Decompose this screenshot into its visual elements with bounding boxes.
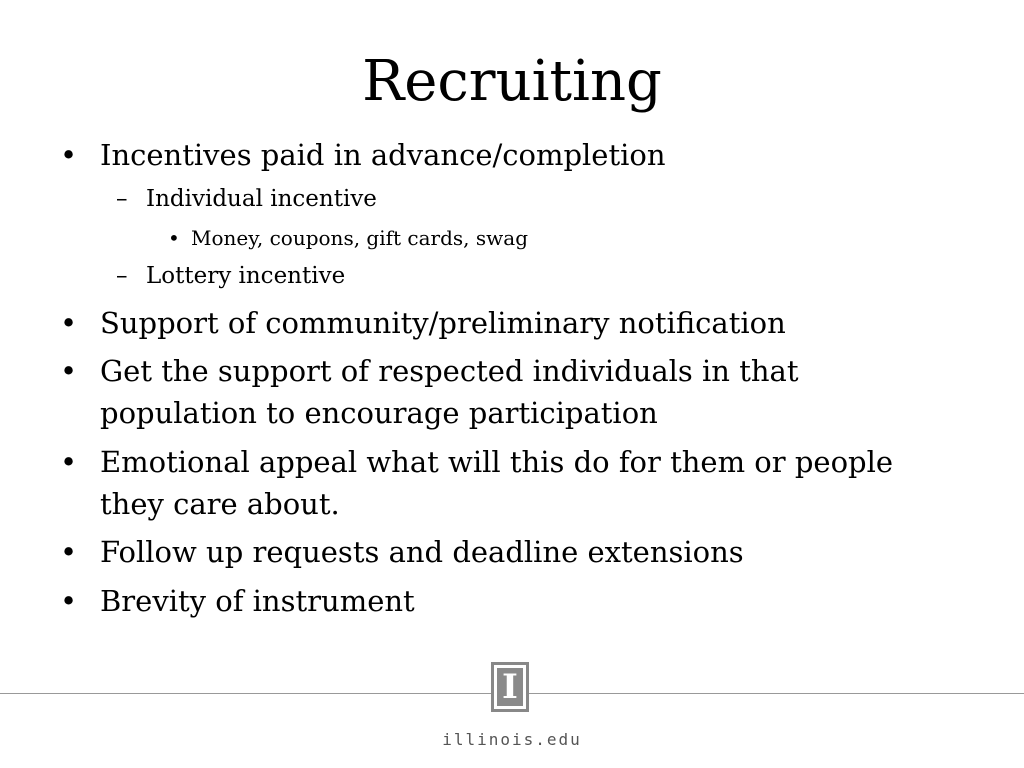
bullet-marker: • (60, 138, 78, 172)
bullet-marker: • (60, 535, 78, 569)
bullet-marker: • (60, 584, 78, 618)
bullet-text: Get the support of respected individuals in that (100, 354, 799, 388)
bullet-marker: • (60, 306, 78, 340)
bullet-text: Support of community/preliminary notification (100, 306, 786, 340)
bullet-text: Emotional appeal what will this do for them or people (100, 445, 894, 479)
bullet-text: they care about. (100, 487, 340, 521)
bullet-text: population to encourage participation (100, 396, 658, 430)
bullet-marker: • (60, 445, 78, 479)
bullet-text: Incentives paid in advance/completion (100, 138, 666, 172)
sub-bullet-text: Individual incentive (146, 186, 377, 212)
dash-marker: – (116, 186, 128, 212)
bullet-marker: • (168, 226, 180, 250)
dash-marker: – (116, 263, 128, 289)
logo-letter: I (502, 667, 518, 707)
bullet-text: Brevity of instrument (100, 584, 415, 618)
sub-sub-bullet-text: Money, coupons, gift cards, swag (191, 226, 528, 250)
slide-title: Recruiting (362, 49, 662, 114)
logo-inner (497, 668, 523, 706)
bullet-text: Follow up requests and deadline extensions (100, 535, 744, 569)
footer-site-text: illinois.edu (442, 730, 582, 749)
illinois-block-i-icon (491, 662, 529, 712)
sub-bullet-text: Lottery incentive (146, 263, 346, 289)
bullet-marker: • (60, 354, 78, 388)
